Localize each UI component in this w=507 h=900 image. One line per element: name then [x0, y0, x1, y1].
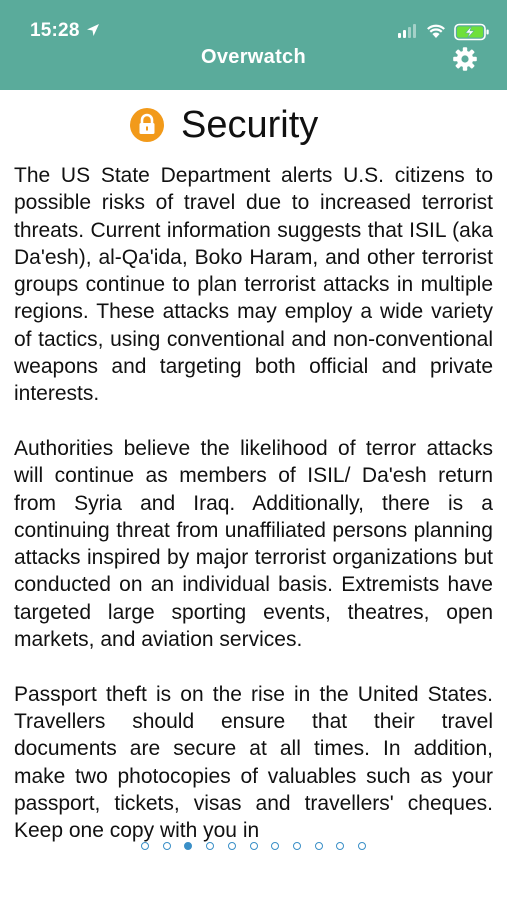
page-dot[interactable] [358, 842, 366, 850]
page-dot[interactable] [206, 842, 214, 850]
status-time: 15:28 [30, 20, 80, 41]
page-indicator[interactable] [141, 842, 371, 854]
page-dot[interactable] [336, 842, 344, 850]
cellular-signal-icon [398, 24, 416, 38]
page-title: Security [181, 104, 319, 146]
page-dot[interactable] [315, 842, 323, 850]
app-header [0, 0, 507, 90]
page-dot[interactable] [141, 842, 149, 850]
page-dot[interactable] [163, 842, 171, 850]
location-arrow-icon [85, 22, 101, 38]
gear-icon[interactable] [452, 46, 478, 72]
page-dot[interactable] [271, 842, 279, 850]
status-bar [0, 0, 507, 44]
page-dot[interactable] [228, 842, 236, 850]
wifi-icon [426, 23, 446, 39]
paragraph: The US State Department alerts U.S. citizens to possible risks of travel due to increased terrorist threats. Current information suggests that ISIL (aka Da'esh), al-Qa'ida, Boko Haram, and other terrorist groups continue to plan terrorist attacks in multiple regions. These attacks may employ a wide variety of tactics, using conventional and non-conventional weapons and targeting both official and private interests. [14, 164, 493, 406]
page-dot[interactable] [250, 842, 258, 850]
paragraph: Authorities believe the likelihood of terror attacks will continue as members of ISIL/ Da'esh return from Syria and Iraq. Additionally, there is a continuing threat from unaffiliated persons planning attacks inspired by major terrorist organizations but conducted on an individual basis. Extremists have targeted large sporting events, theatres, open markets, and aviation services. [14, 436, 493, 652]
nav-title: Overwatch [201, 46, 306, 68]
battery-charging-icon [454, 23, 490, 41]
paragraph: Passport theft is on the rise in the United States. Travellers should ensure that their travel documents are secure at all times. In addition, make two photocopies of valuables such as your passport, tickets, visas and travellers' cheques. Keep one copy with you in [14, 682, 493, 843]
article-body [14, 162, 493, 872]
section-heading [0, 102, 507, 152]
lock-icon [130, 108, 164, 142]
page-dot[interactable] [293, 842, 301, 850]
page-dot[interactable] [184, 842, 192, 850]
